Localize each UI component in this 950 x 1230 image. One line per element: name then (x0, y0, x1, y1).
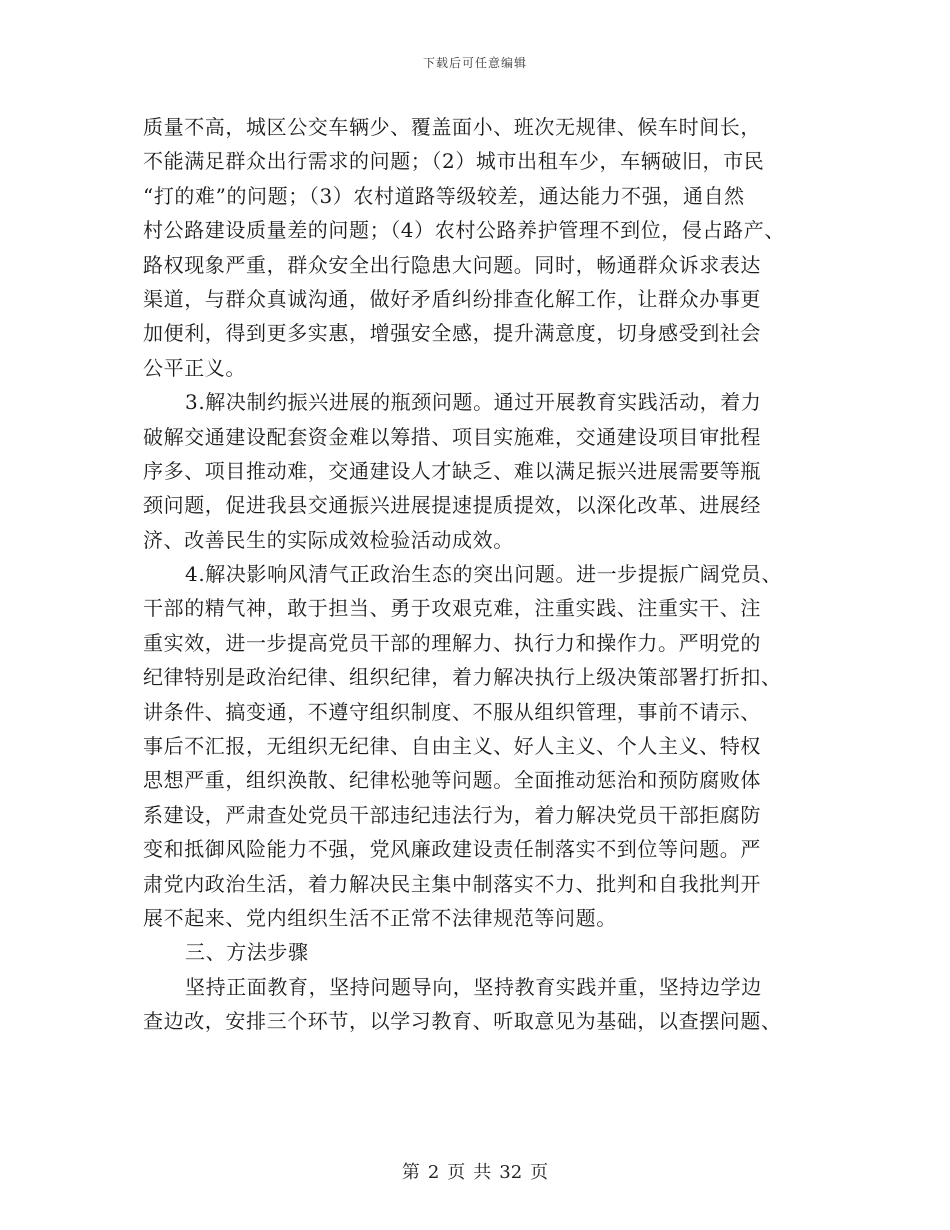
body-text (143, 110, 813, 1039)
footer-label-gong: 共 (473, 1162, 492, 1183)
footer-total-pages: 32 (499, 1162, 523, 1183)
text-line: 质量不高，城区公交车辆少、覆盖面小、班次无规律、候车时间长， (143, 115, 761, 139)
text-line: 变和抵御风险能力不强，党风廉政建设责任制落实不到位等问题。严 (143, 837, 761, 862)
text-line: 加便利，得到更多实惠，增强安全感，提升满意度，切身感受到社会 (143, 321, 761, 346)
text-line: 肃党内政治生活，着力解决民主集中制落实不力、批判和自我批判开 (143, 871, 761, 896)
text-line: 济、改善民生的实际成效检验活动成效。 (143, 527, 514, 552)
text-line: 公平正义。 (143, 355, 246, 380)
text-line: 查边改，安排三个环节，以学习教育、听取意见为基础，以查摆问题、 (143, 1009, 782, 1034)
footer-page-number: 2 (427, 1162, 440, 1183)
text-line: 村公路建设质量差的问题；（4）农村公路养护管理不到位，侵占路产、 (143, 218, 785, 243)
paragraph-start-line: 4.解决影响风清气正政治生态的突出问题。进一步提振广阔党员、 (185, 562, 783, 587)
paragraph-start-line: 坚持正面教育，坚持问题导向，坚持教育实践并重，坚持边学边 (185, 974, 762, 999)
text-line: 不能满足群众出行需求的问题；（2）城市出租车少，车辆破旧，市民 (143, 149, 765, 174)
page-footer (0, 1158, 950, 1184)
text-line: “打的难”的问题；（3）农村道路等级较差，通达能力不强，通自然 (143, 183, 745, 208)
header-note: 下载后可任意编辑 (422, 56, 527, 70)
footer-label-ye: 页 (447, 1162, 466, 1183)
section-heading: 三、方法步骤 (185, 940, 309, 965)
text-line: 系建设，严肃查处党员干部违纪违法行为，着力解决党员干部拒腐防 (143, 802, 761, 827)
text-line: 破解交通建设配套资金难以筹措、项目实施难，交通建设项目审批程 (143, 424, 761, 449)
footer-label-ye-end: 页 (530, 1162, 549, 1183)
text-line: 干部的精气神，敢于担当、勇于攻艰克难，注重实践、注重实干、注 (143, 596, 761, 621)
text-line: 讲条件、搞变通，不遵守组织制度、不服从组织管理，事前不请示、 (143, 699, 761, 724)
text-line: 序多、项目推动难，交通建设人才缺乏、难以满足振兴进展需要等瓶 (143, 458, 761, 483)
text-line: 颈问题，促进我县交通振兴进展提速提质提效，以深化改革、进展经 (143, 493, 761, 518)
text-line: 渠道，与群众真诚沟通，做好矛盾纠纷排查化解工作，让群众办事更 (143, 286, 761, 311)
paragraph-start-line: 3.解决制约振兴进展的瓶颈问题。通过开展教育实践活动，着力 (185, 390, 762, 415)
text-line: 路权现象严重，群众安全出行隐患大问题。同时，畅通群众诉求表达 (143, 252, 761, 277)
footer-label-di: 第 (401, 1162, 420, 1183)
text-line: 事后不汇报，无组织无纪律、自由主义、好人主义、个人主义、特权 (143, 734, 761, 759)
text-line: 重实效，进一步提高党员干部的理解力、执行力和操作力。严明党的 (143, 630, 761, 655)
text-line: 展不起来、党内组织生活不正常不法律规范等问题。 (143, 905, 617, 930)
text-line: 思想严重，组织涣散、纪律松驰等问题。全面推动惩治和预防腐败体 (143, 768, 761, 793)
text-line: 纪律特别是政治纪律、组织纪律，着力解决执行上级决策部署打折扣、 (143, 665, 782, 690)
